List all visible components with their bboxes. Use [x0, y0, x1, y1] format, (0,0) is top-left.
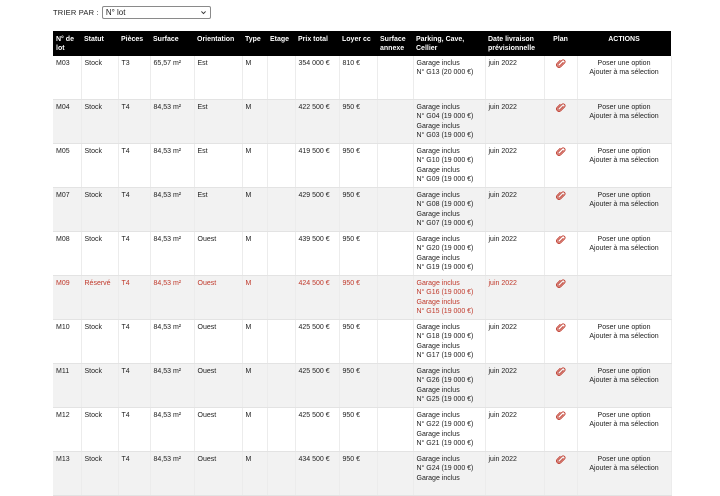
cell-type: M: [242, 452, 267, 496]
cell-annexe: [377, 452, 413, 496]
cell-actions: [577, 232, 671, 276]
cell-etage: [267, 320, 295, 364]
cell-pieces: T4: [118, 320, 150, 364]
cell-annexe: [377, 100, 413, 144]
add-to-selection-link[interactable]: Ajouter à ma sélection: [589, 421, 659, 429]
cell-statut: Stock: [81, 452, 118, 496]
add-to-selection-link[interactable]: Ajouter à ma sélection: [589, 157, 659, 165]
cell-annexe: [377, 364, 413, 408]
col-parking[interactable]: Parking, Cave, Cellier: [413, 31, 485, 56]
cell-loyer: 950 €: [339, 452, 377, 496]
cell-pieces: T4: [118, 100, 150, 144]
parking-line: N° G20 (19 000 €): [416, 245, 474, 253]
add-to-selection-link[interactable]: Ajouter à ma sélection: [589, 333, 659, 341]
parking-line: Garage inclus: [416, 210, 460, 218]
parking-line: Garage inclus: [416, 166, 460, 174]
parking-line: N° G04 (19 000 €): [416, 113, 474, 121]
cell-surface: 84,53 m²: [150, 452, 194, 496]
cell-pieces: T4: [118, 452, 150, 496]
cell-prix: 424 500 €: [295, 276, 339, 320]
cell-pieces: T4: [118, 276, 150, 320]
cell-actions: [577, 452, 671, 496]
cell-statut: Stock: [81, 56, 118, 100]
cell-etage: [267, 452, 295, 496]
cell-annexe: [377, 188, 413, 232]
cell-parking: [413, 144, 485, 188]
parking-line: N° G15 (19 000 €): [416, 307, 474, 315]
cell-actions: [577, 408, 671, 452]
paperclip-icon[interactable]: [556, 323, 566, 333]
cell-prix: 419 500 €: [295, 144, 339, 188]
parking-line: Garage inclus: [416, 474, 460, 482]
cell-livraison: juin 2022: [485, 364, 544, 408]
cell-livraison: juin 2022: [485, 408, 544, 452]
option-link[interactable]: Poser une option: [597, 104, 651, 111]
parking-line: N° G25 (19 000 €): [416, 395, 474, 403]
cell-surface: 84,53 m²: [150, 276, 194, 320]
cell-lot: M03: [53, 56, 81, 100]
cell-statut: Stock: [81, 100, 118, 144]
parking-line: Garage inclus: [416, 412, 460, 419]
cell-surface: 65,57 m²: [150, 56, 194, 100]
parking-line: Garage inclus: [416, 236, 460, 243]
parking-line: Garage inclus: [416, 298, 460, 306]
parking-line: N° G08 (19 000 €): [416, 201, 474, 209]
cell-annexe: [377, 276, 413, 320]
cell-orientation: Est: [194, 56, 242, 100]
parking-line: N° G18 (19 000 €): [416, 333, 474, 341]
cell-actions: [577, 364, 671, 408]
parking-line: Garage inclus: [416, 430, 460, 438]
cell-lot: M10: [53, 320, 81, 364]
cell-lot: M13: [53, 452, 81, 496]
cell-type: M: [242, 408, 267, 452]
table-row: [53, 320, 671, 364]
cell-type: M: [242, 144, 267, 188]
paperclip-icon[interactable]: [556, 103, 566, 113]
cell-statut: Stock: [81, 188, 118, 232]
cell-surface: 84,53 m²: [150, 320, 194, 364]
cell-parking: [413, 408, 485, 452]
cell-lot: M08: [53, 232, 81, 276]
cell-type: M: [242, 276, 267, 320]
cell-loyer: 950 €: [339, 408, 377, 452]
cell-actions: [577, 276, 671, 320]
cell-pieces: T3: [118, 56, 150, 100]
parking-line: N° G07 (19 000 €): [416, 219, 474, 227]
option-link[interactable]: Poser une option: [597, 368, 651, 375]
cell-actions: [577, 100, 671, 144]
cell-parking: [413, 56, 485, 100]
cell-livraison: juin 2022: [485, 320, 544, 364]
cell-orientation: Est: [194, 100, 242, 144]
paperclip-icon[interactable]: [556, 455, 566, 465]
option-link[interactable]: Poser une option: [597, 412, 651, 419]
cell-etage: [267, 56, 295, 100]
cell-prix: 429 500 €: [295, 188, 339, 232]
cell-annexe: [377, 408, 413, 452]
cell-orientation: Est: [194, 144, 242, 188]
cell-lot: M05: [53, 144, 81, 188]
table-row: [53, 364, 671, 408]
paperclip-icon[interactable]: [556, 411, 566, 421]
cell-lot: M12: [53, 408, 81, 452]
parking-line: Garage inclus: [416, 104, 460, 111]
cell-lot: M04: [53, 100, 81, 144]
add-to-selection-link[interactable]: Ajouter à ma sélection: [589, 69, 659, 77]
cell-prix: 425 500 €: [295, 320, 339, 364]
parking-line: N° G13 (20 000 €): [416, 69, 474, 77]
option-link[interactable]: Poser une option: [597, 456, 651, 463]
cell-orientation: Est: [194, 188, 242, 232]
cell-statut: Stock: [81, 144, 118, 188]
cell-orientation: Ouest: [194, 232, 242, 276]
cell-actions: [577, 188, 671, 232]
cell-etage: [267, 144, 295, 188]
cell-orientation: Ouest: [194, 408, 242, 452]
option-link[interactable]: Poser une option: [597, 148, 651, 155]
parking-line: N° G16 (19 000 €): [416, 289, 474, 297]
cell-loyer: 950 €: [339, 276, 377, 320]
parking-line: N° G22 (19 000 €): [416, 421, 474, 429]
cell-loyer: 950 €: [339, 100, 377, 144]
cell-parking: [413, 320, 485, 364]
cell-prix: 425 500 €: [295, 408, 339, 452]
cell-etage: [267, 232, 295, 276]
cell-pieces: T4: [118, 408, 150, 452]
col-livraison[interactable]: Date livraison prévisionnelle: [485, 31, 544, 56]
parking-line: N° G24 (19 000 €): [416, 465, 474, 473]
parking-line: N° G10 (19 000 €): [416, 157, 474, 165]
cell-surface: 84,53 m²: [150, 188, 194, 232]
cell-annexe: [377, 56, 413, 100]
cell-loyer: 810 €: [339, 56, 377, 100]
col-etage[interactable]: Etage: [267, 31, 295, 56]
cell-loyer: 950 €: [339, 232, 377, 276]
cell-prix: 434 500 €: [295, 452, 339, 496]
cell-lot: M11: [53, 364, 81, 408]
parking-line: N° G21 (19 000 €): [416, 439, 474, 447]
add-to-selection-link[interactable]: Ajouter à ma sélection: [589, 113, 659, 121]
cell-parking: [413, 452, 485, 496]
cell-surface: 84,53 m²: [150, 232, 194, 276]
col-type[interactable]: Type: [242, 31, 267, 56]
parking-line: N° G03 (19 000 €): [416, 131, 474, 139]
parking-line: N° G26 (19 000 €): [416, 377, 474, 385]
cell-surface: 84,53 m²: [150, 144, 194, 188]
cell-plan: [544, 188, 577, 232]
cell-loyer: 950 €: [339, 144, 377, 188]
col-actions: ACTIONS: [577, 31, 671, 56]
sort-label: TRIER PAR :: [53, 7, 99, 17]
paperclip-icon[interactable]: [556, 235, 566, 245]
parking-line: Garage inclus: [416, 254, 460, 262]
parking-line: N° G17 (19 000 €): [416, 351, 474, 359]
cell-etage: [267, 188, 295, 232]
parking-line: Garage inclus: [416, 324, 460, 331]
cell-etage: [267, 364, 295, 408]
cell-loyer: 950 €: [339, 320, 377, 364]
cell-actions: [577, 56, 671, 100]
col-statut[interactable]: Statut: [81, 31, 118, 56]
cell-type: M: [242, 188, 267, 232]
col-pieces[interactable]: Pièces: [118, 31, 150, 56]
cell-prix: 439 500 €: [295, 232, 339, 276]
col-lot[interactable]: N° de lot: [53, 31, 81, 56]
table-row: [53, 100, 671, 144]
cell-plan: [544, 452, 577, 496]
table-header-row: [53, 31, 671, 56]
parking-line: Garage inclus: [416, 122, 460, 130]
add-to-selection-link[interactable]: Ajouter à ma sélection: [589, 201, 659, 209]
chevron-down-icon: [200, 9, 207, 16]
cell-livraison: juin 2022: [485, 276, 544, 320]
table-row: [53, 408, 671, 452]
table-row: [53, 56, 671, 100]
cell-surface: 84,53 m²: [150, 100, 194, 144]
table-row: [53, 188, 671, 232]
cell-surface: 84,53 m²: [150, 408, 194, 452]
option-link[interactable]: Poser une option: [597, 324, 651, 331]
cell-orientation: Ouest: [194, 452, 242, 496]
cell-plan: [544, 144, 577, 188]
cell-livraison: juin 2022: [485, 232, 544, 276]
add-to-selection-link[interactable]: Ajouter à ma sélection: [589, 465, 659, 473]
cell-actions: [577, 320, 671, 364]
cell-annexe: [377, 232, 413, 276]
cell-statut: Stock: [81, 408, 118, 452]
parking-line: Garage inclus: [416, 280, 460, 287]
parking-line: Garage inclus: [416, 456, 460, 463]
cell-type: M: [242, 56, 267, 100]
parking-line: N° G19 (19 000 €): [416, 263, 474, 271]
cell-plan: [544, 100, 577, 144]
cell-pieces: T4: [118, 364, 150, 408]
cell-etage: [267, 408, 295, 452]
col-surface[interactable]: Surface: [150, 31, 194, 56]
option-link[interactable]: Poser une option: [597, 192, 651, 199]
cell-livraison: juin 2022: [485, 144, 544, 188]
col-orientation[interactable]: Orientation: [194, 31, 242, 56]
cell-prix: 422 500 €: [295, 100, 339, 144]
cell-livraison: juin 2022: [485, 56, 544, 100]
lots-table: [53, 31, 672, 496]
cell-orientation: Ouest: [194, 320, 242, 364]
table-row: [53, 232, 671, 276]
option-link[interactable]: Poser une option: [597, 236, 651, 243]
parking-line: N° G09 (19 000 €): [416, 175, 474, 183]
cell-prix: 425 500 €: [295, 364, 339, 408]
col-loyer[interactable]: Loyer cc: [339, 31, 377, 56]
cell-annexe: [377, 320, 413, 364]
parking-line: Garage inclus: [416, 192, 460, 199]
cell-type: M: [242, 320, 267, 364]
cell-prix: 354 000 €: [295, 56, 339, 100]
cell-parking: [413, 276, 485, 320]
cell-parking: [413, 100, 485, 144]
cell-statut: Stock: [81, 320, 118, 364]
cell-etage: [267, 276, 295, 320]
cell-livraison: juin 2022: [485, 452, 544, 496]
table-row: [53, 276, 671, 320]
cell-statut: Stock: [81, 364, 118, 408]
cell-plan: [544, 276, 577, 320]
cell-orientation: Ouest: [194, 276, 242, 320]
add-to-selection-link[interactable]: Ajouter à ma sélection: [589, 245, 659, 253]
cell-lot: M09: [53, 276, 81, 320]
cell-pieces: T4: [118, 144, 150, 188]
paperclip-icon[interactable]: [556, 147, 566, 157]
cell-statut: Stock: [81, 232, 118, 276]
parking-line: Garage inclus: [416, 60, 460, 67]
paperclip-icon[interactable]: [556, 191, 566, 201]
sort-select[interactable]: [102, 6, 211, 19]
cell-type: M: [242, 232, 267, 276]
paperclip-icon[interactable]: [556, 279, 566, 289]
cell-loyer: 950 €: [339, 364, 377, 408]
cell-livraison: juin 2022: [485, 100, 544, 144]
table-row: [53, 452, 671, 496]
paperclip-icon[interactable]: [556, 367, 566, 377]
cell-annexe: [377, 144, 413, 188]
parking-line: Garage inclus: [416, 386, 460, 394]
cell-plan: [544, 320, 577, 364]
col-plan: Plan: [544, 31, 577, 56]
cell-parking: [413, 364, 485, 408]
parking-line: Garage inclus: [416, 148, 460, 155]
cell-type: M: [242, 364, 267, 408]
cell-plan: [544, 56, 577, 100]
cell-surface: 84,53 m²: [150, 364, 194, 408]
cell-statut: Réservé: [81, 276, 118, 320]
col-annexe[interactable]: Surface annexe: [377, 31, 413, 56]
cell-plan: [544, 364, 577, 408]
table-row: [53, 144, 671, 188]
cell-parking: [413, 188, 485, 232]
cell-pieces: T4: [118, 232, 150, 276]
cell-actions: [577, 144, 671, 188]
cell-etage: [267, 100, 295, 144]
cell-orientation: Ouest: [194, 364, 242, 408]
sort-selected-value: N° lot: [105, 7, 126, 17]
cell-type: M: [242, 100, 267, 144]
cell-plan: [544, 232, 577, 276]
cell-plan: [544, 408, 577, 452]
col-prix[interactable]: Prix total: [295, 31, 339, 56]
parking-line: Garage inclus: [416, 342, 460, 350]
cell-livraison: juin 2022: [485, 188, 544, 232]
sort-bar: [53, 5, 211, 19]
paperclip-icon[interactable]: [556, 59, 566, 69]
cell-pieces: T4: [118, 188, 150, 232]
cell-parking: [413, 232, 485, 276]
cell-lot: M07: [53, 188, 81, 232]
parking-line: Garage inclus: [416, 368, 460, 375]
option-link[interactable]: Poser une option: [597, 60, 651, 67]
add-to-selection-link[interactable]: Ajouter à ma sélection: [589, 377, 659, 385]
cell-loyer: 950 €: [339, 188, 377, 232]
